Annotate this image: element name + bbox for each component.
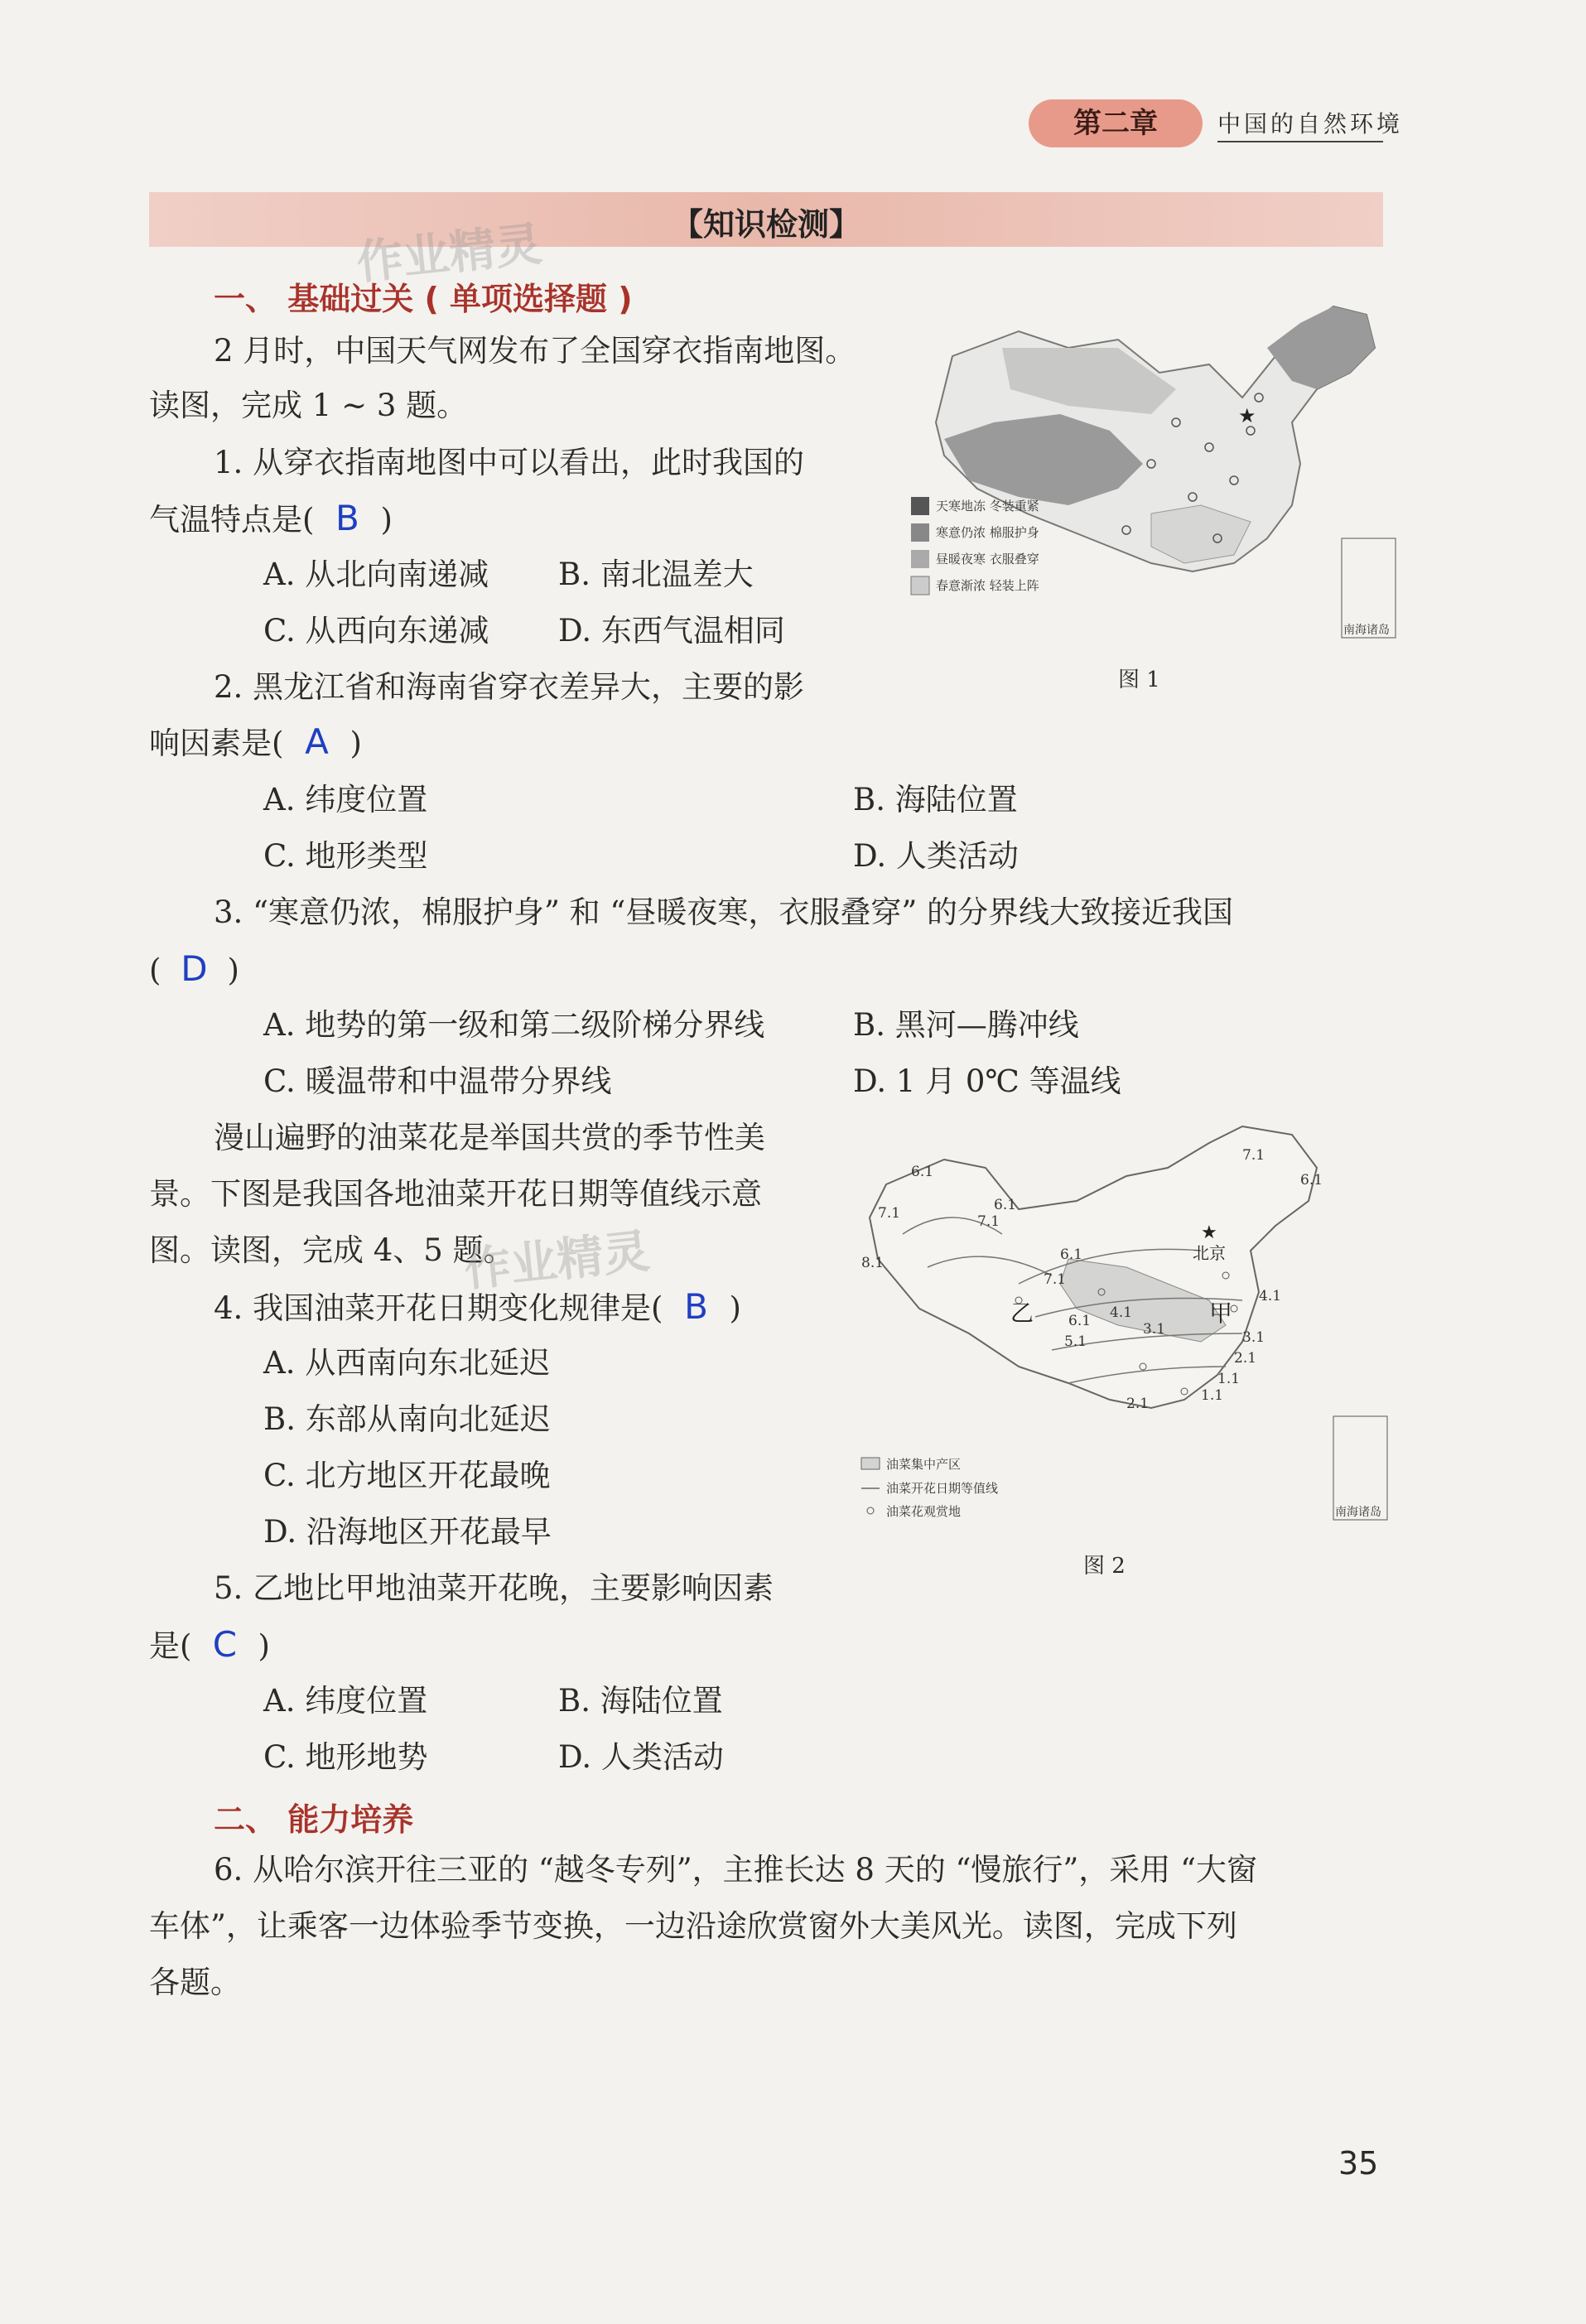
isoline-label: 2.1 xyxy=(1234,1350,1257,1367)
page-number: 35 xyxy=(1338,2145,1379,2182)
q4-option-a: A. 从西南向东北延迟 xyxy=(263,1345,551,1381)
isoline-label: 8.1 xyxy=(861,1255,885,1271)
intro1-line2: 读图，完成 1 ~ 3 题。 xyxy=(149,388,468,423)
section2-title: 二、 能力培养 xyxy=(214,1801,414,1838)
isoline-label: 4.1 xyxy=(1110,1304,1133,1321)
isoline-label: 7.1 xyxy=(1044,1271,1067,1288)
q5-option-d: D. 人类活动 xyxy=(558,1739,724,1775)
banner-title: 【知识检测】 xyxy=(671,206,860,243)
legend2-item-2: 油菜开花日期等值线 xyxy=(886,1481,999,1496)
q4-answer: B xyxy=(684,1286,708,1327)
isoline-label: 1.1 xyxy=(1201,1387,1224,1404)
legend2-item-1: 油菜集中产区 xyxy=(886,1457,962,1472)
inset-label: 南海诸岛 xyxy=(1343,624,1390,637)
chapter-tab: 第二章 xyxy=(1029,99,1203,147)
q5-line1: 5. 乙地比甲地油菜开花晚，主要影响因素 xyxy=(214,1570,774,1606)
legend-icon-jacket xyxy=(911,523,929,542)
q4-option-c: C. 北方地区开花最晚 xyxy=(263,1458,551,1493)
legend-icon-shirt xyxy=(911,576,929,595)
isoline-label: 2.1 xyxy=(1126,1396,1150,1412)
intro2-line1: 漫山遍野的油菜花是举国共赏的季节性美 xyxy=(214,1120,765,1155)
q3-stem: ( D ) xyxy=(149,948,239,989)
q1-option-c: C. 从西向东递减 xyxy=(263,613,489,649)
figure1-map xyxy=(903,298,1400,646)
legend-icon-coat xyxy=(911,497,929,515)
point-jia: 甲 xyxy=(1209,1299,1233,1327)
isoline-label: 7.1 xyxy=(1242,1147,1265,1164)
isoline-label: 5.1 xyxy=(1064,1333,1087,1350)
q1-option-d: D. 东西气温相同 xyxy=(558,613,785,649)
q1-option-b: B. 南北温差大 xyxy=(558,557,754,592)
isoline-label: 7.1 xyxy=(977,1213,1000,1230)
legend-item-2: 寒意仍浓 棉服护身 xyxy=(936,525,1039,540)
q2-option-c: C. 地形类型 xyxy=(263,838,428,874)
q3-option-d: D. 1 月 0℃ 等温线 xyxy=(853,1063,1121,1099)
q2-line1: 2. 黑龙江省和海南省穿衣差异大，主要的影 xyxy=(214,669,805,705)
beijing-star: ★ xyxy=(1201,1222,1217,1243)
q1-answer: B xyxy=(335,498,359,538)
q1-stem: 气温特点是( B ) xyxy=(149,498,393,538)
watermark-2: 作业精灵 xyxy=(461,1224,653,1298)
isoline-label: 3.1 xyxy=(1242,1329,1265,1346)
isoline-label: 6.1 xyxy=(1300,1172,1323,1189)
isoline-label: 6.1 xyxy=(994,1197,1017,1213)
legend-swatch-site xyxy=(867,1507,874,1514)
q1-option-a: A. 从北向南递减 xyxy=(263,557,489,592)
legend-swatch-zone xyxy=(861,1458,880,1469)
q4-option-b: B. 东部从南向北延迟 xyxy=(263,1401,551,1437)
isoline-label: 1.1 xyxy=(1217,1371,1241,1387)
q5-option-b: B. 海陆位置 xyxy=(558,1683,723,1719)
beijing-label: 北京 xyxy=(1193,1243,1226,1263)
figure2-caption: 图 2 xyxy=(1083,1554,1126,1579)
legend-item-3: 昼暖夜寒 衣服叠穿 xyxy=(936,552,1039,567)
section1-title: 一、 基础过关 ( 单项选择题 ) xyxy=(214,281,633,317)
isoline-label: 4.1 xyxy=(1259,1288,1282,1304)
q2-stem: 响因素是( A ) xyxy=(149,721,362,762)
legend-item-4: 春意渐浓 轻装上阵 xyxy=(936,578,1039,593)
figure1-caption: 图 1 xyxy=(1118,668,1160,692)
chapter-underline xyxy=(1217,141,1383,142)
q2-option-d: D. 人类活动 xyxy=(853,838,1019,874)
inset-label-2: 南海诸岛 xyxy=(1335,1506,1381,1519)
map1-legend xyxy=(911,497,1039,595)
legend-icon-sweater xyxy=(911,550,929,568)
isoline-label: 3.1 xyxy=(1143,1321,1166,1338)
q5-option-a: A. 纬度位置 xyxy=(263,1683,428,1719)
isoline-label: 7.1 xyxy=(878,1205,901,1222)
isoline-label: 6.1 xyxy=(1068,1313,1092,1329)
isoline-label: 6.1 xyxy=(1060,1246,1083,1263)
q3-option-c: C. 暖温带和中温带分界线 xyxy=(263,1063,612,1099)
inset-box-2 xyxy=(1333,1416,1387,1520)
capital-star: ★ xyxy=(1238,404,1256,427)
q6-line3: 各题。 xyxy=(149,1965,241,2000)
q3-answer: D xyxy=(181,948,208,989)
isoline-label: 6.1 xyxy=(911,1164,934,1180)
intro1-line1: 2 月时，中国天气网发布了全国穿衣指南地图。 xyxy=(214,333,856,369)
intro2-line3: 图。读图，完成 4、5 题。 xyxy=(149,1232,514,1268)
q2-option-a: A. 纬度位置 xyxy=(263,782,428,817)
q4-option-d: D. 沿海地区开花最早 xyxy=(263,1514,552,1550)
q3-line1: 3. “寒意仍浓，棉服护身” 和 “昼暖夜寒，衣服叠穿” 的分界线大致接近我国 xyxy=(214,894,1234,930)
legend2-item-3: 油菜花观赏地 xyxy=(886,1504,962,1519)
q2-answer: A xyxy=(305,721,329,762)
q5-answer: C xyxy=(212,1624,238,1665)
q3-option-b: B. 黑河—腾冲线 xyxy=(853,1007,1079,1043)
legend-item-1: 天寒地冻 冬装重紧 xyxy=(936,499,1039,513)
q1-line1: 1. 从穿衣指南地图中可以看出，此时我国的 xyxy=(214,445,805,480)
q6-line1: 6. 从哈尔滨开往三亚的 “越冬专列”，主推长达 8 天的 “慢旅行”，采用 “大窗 xyxy=(214,1852,1257,1888)
q6-line2: 车体”，让乘客一边体验季节变换，一边沿途欣赏窗外大美风光。读图，完成下列 xyxy=(149,1908,1237,1944)
point-yi: 乙 xyxy=(1010,1299,1034,1327)
q3-option-a: A. 地势的第一级和第二级阶梯分界线 xyxy=(263,1007,765,1043)
q5-option-c: C. 地形地势 xyxy=(263,1739,428,1775)
q5-stem: 是( C ) xyxy=(149,1624,270,1665)
inset-box xyxy=(1342,538,1396,638)
figure2-map xyxy=(853,1118,1391,1532)
q4-stem: 4. 我国油菜开花日期变化规律是( B ) xyxy=(214,1286,741,1327)
q2-option-b: B. 海陆位置 xyxy=(853,782,1018,817)
chapter-title: 中国的自然环境 xyxy=(1217,110,1404,137)
map2-legend xyxy=(861,1457,998,1519)
watermark: 作业精灵 xyxy=(354,217,545,291)
intro2-line2: 景。下图是我国各地油菜开花日期等值线示意 xyxy=(149,1176,762,1212)
